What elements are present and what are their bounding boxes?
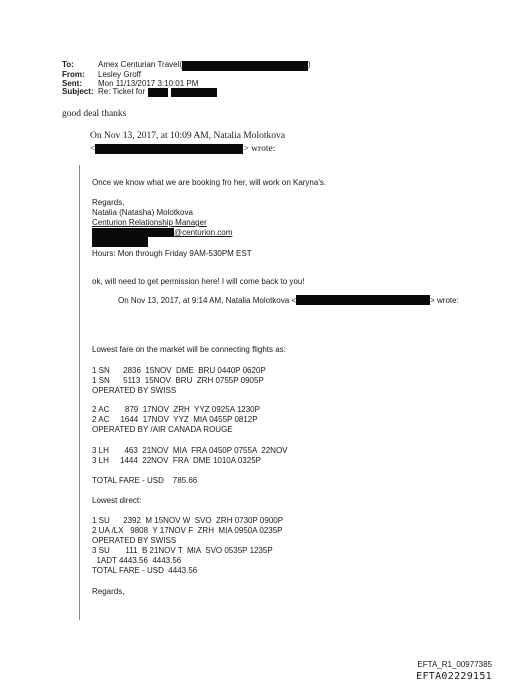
lowest-fare-title: Lowest fare on the market will be connecting flights as:	[92, 345, 286, 354]
lowest-direct-title: Lowest direct:	[92, 496, 142, 505]
fare-line: OPERATED BY /AIR CANADA ROUGE	[92, 425, 233, 434]
redaction-quote2-email	[296, 295, 430, 305]
direct-line: 2 UA /LX 9808 Y 17NOV F ZRH MIA 0950A 0235P	[92, 526, 283, 535]
redaction-sig-phone	[92, 237, 148, 247]
to-paren-open: (	[179, 60, 183, 69]
signature-email-domain[interactable]: @centurion.com	[174, 228, 233, 237]
from-label: From:	[62, 70, 85, 79]
subject-label: Subject:	[62, 87, 94, 97]
fare-line: 1 SN 2836 15NOV DME BRU 0440P 0620P	[92, 366, 266, 375]
redaction-quote1-email	[95, 144, 243, 154]
redaction-subject-2	[171, 88, 217, 97]
fare-line: OPERATED BY SWISS	[92, 386, 177, 395]
direct-line: 1ADT 4443.56 4443.56	[92, 556, 182, 565]
direct-line: TOTAL FARE - USD 4443.56	[92, 566, 198, 575]
fare-group-2	[92, 405, 260, 435]
sent-label: Sent:	[62, 78, 82, 88]
fare-line: 2 AC 879 17NOV ZRH YYZ 0925A 1230P	[92, 405, 260, 414]
fare-group-1	[92, 366, 266, 396]
to-paren-close: )	[308, 60, 311, 69]
quote1-wrote: > wrote:	[243, 144, 276, 154]
redaction-sig-email	[92, 228, 174, 237]
quote1-email-row	[90, 144, 275, 154]
fare-line: 2 AC 1644 17NOV YYZ MIA 0455P 0812P	[92, 415, 258, 424]
direct-group	[92, 516, 283, 576]
quote-bar	[79, 165, 80, 620]
signature-title: Centurion Relationship Manager	[92, 218, 207, 227]
fare-line: 3 LH 1444 22NOV FRA DME 1010A 0325P	[92, 456, 261, 465]
signature-phone-row	[92, 237, 148, 247]
redaction-subject-1	[148, 88, 168, 97]
reply-text: good deal thanks	[62, 109, 127, 119]
email-header	[62, 61, 311, 97]
direct-line: 1 SU 2392 M 15NOV W SVO ZRH 0730P 0900P	[92, 516, 284, 525]
from-value: Lesley Groff	[98, 70, 141, 79]
quote1-header: On Nov 13, 2017, at 10:09 AM, Natalia Molotkova	[90, 131, 285, 141]
quote2-wrote: > wrote:	[430, 295, 459, 305]
redaction-to	[182, 61, 308, 71]
signature-hours: Hours: Mon through Friday 9AM-530PM EST	[92, 249, 252, 258]
message2: ok, will need to get permission here! I will come back to you!	[92, 277, 305, 286]
fare-line: 1 SN 5113 15NOV BRU ZRH 0755P 0905P	[92, 376, 264, 385]
bates-number: EFTA02229151	[416, 671, 492, 682]
quote2-header: On Nov 13, 2017, at 9:14 AM, Natalia Molotkova <	[118, 295, 297, 305]
to-label: To:	[62, 60, 74, 69]
sent-value: Mon 11/13/2017 3:10:01 PM	[98, 78, 199, 88]
regards2: Regards,	[92, 587, 125, 596]
subject-value: Re: Ticket for	[98, 87, 146, 97]
total-fare-1: TOTAL FARE - USD 785.66	[92, 476, 198, 485]
to-value: Amex Centurian Travel	[98, 60, 180, 69]
quote2-header-row	[118, 295, 459, 305]
direct-line: 3 SU 111 B 21NOV T MIA SVO 0535P 1235P	[92, 546, 273, 555]
direct-line: OPERATED BY SWISS	[92, 536, 177, 545]
fare-line: 3 LH 463 21NOV MIA FRA 0450P 0755A 22NOV	[92, 446, 288, 455]
subject-row	[62, 88, 311, 97]
signature-name: Natalia (Natasha) Molotkova	[92, 208, 193, 217]
signature-email-row	[92, 228, 232, 237]
message1: Once we know what we are booking fro her, will work on Karyna's.	[92, 178, 327, 187]
fare-group-3	[92, 446, 288, 466]
regards1: Regards,	[92, 198, 125, 207]
quote1-lt: <	[90, 144, 96, 154]
doc-id: EFTA_R1_00977385	[417, 660, 492, 669]
